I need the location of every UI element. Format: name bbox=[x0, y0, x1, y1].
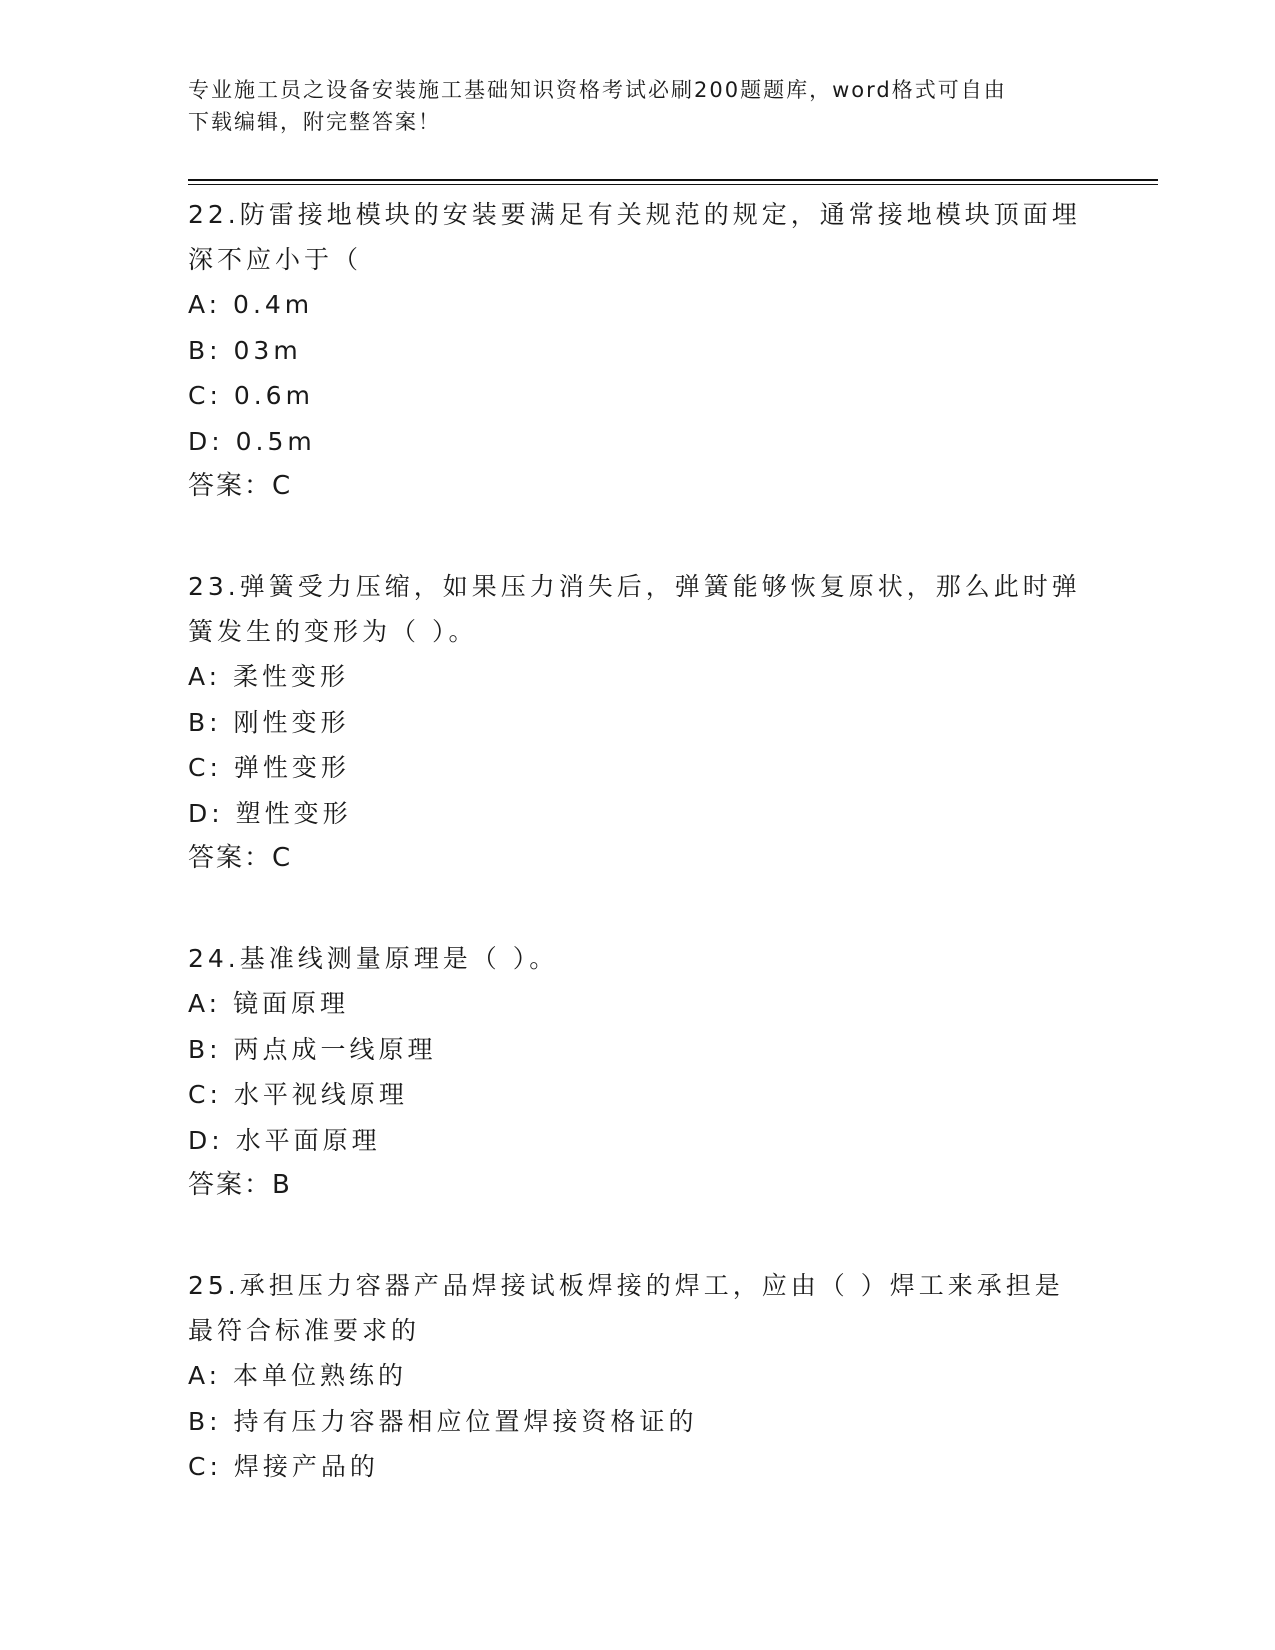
option-b: B: 03m bbox=[188, 335, 302, 365]
option-c: C: 焊接产品的 bbox=[188, 1452, 379, 1481]
question-stem-line: 25.承担压力容器产品焊接试板焊接的焊工，应由（ ）焊工来承担是 bbox=[188, 1271, 1064, 1300]
option-b: B: 持有压力容器相应位置焊接资格证的 bbox=[188, 1406, 698, 1436]
question-stem-line: 24.基准线测量原理是（ ）。 bbox=[188, 944, 559, 973]
question-stem bbox=[188, 192, 1088, 282]
option-b: B: 两点成一线原理 bbox=[188, 1034, 437, 1064]
option-d: D: 塑性变形 bbox=[188, 798, 352, 828]
question-23 bbox=[188, 564, 1088, 881]
question-stem-line: 23.弹簧受力压缩，如果压力消失后，弹簧能够恢复原状，那么此时弹 bbox=[188, 572, 1081, 601]
header-line-2: 下载编辑，附完整答案！ bbox=[188, 110, 441, 134]
option-a: A: 柔性变形 bbox=[188, 662, 350, 691]
option-c: C: 弹性变形 bbox=[188, 753, 350, 782]
option-d: D: 0.5m bbox=[188, 426, 316, 456]
question-24 bbox=[188, 936, 1088, 1208]
header-divider-thick bbox=[188, 179, 1158, 181]
question-25 bbox=[188, 1263, 1088, 1490]
answer-line: 答案：C bbox=[188, 471, 293, 501]
question-stem-line: 簧发生的变形为（ ）。 bbox=[188, 617, 478, 646]
question-stem bbox=[188, 564, 1088, 654]
question-list bbox=[188, 192, 1088, 1545]
option-a: A: 镜面原理 bbox=[188, 989, 350, 1018]
option-c: C: 0.6m bbox=[188, 381, 314, 410]
option-a: A: 本单位熟练的 bbox=[188, 1361, 408, 1390]
option-b: B: 刚性变形 bbox=[188, 707, 350, 737]
answer-line: 答案：B bbox=[188, 1170, 292, 1200]
question-22 bbox=[188, 192, 1088, 509]
option-a: A: 0.4m bbox=[188, 290, 314, 319]
question-stem bbox=[188, 936, 1088, 981]
option-d: D: 水平面原理 bbox=[188, 1125, 381, 1155]
question-stem bbox=[188, 1263, 1088, 1353]
question-stem-line: 最符合标准要求的 bbox=[188, 1316, 421, 1345]
document-header bbox=[188, 74, 1088, 138]
header-divider-thin bbox=[188, 184, 1158, 185]
question-stem-line: 22.防雷接地模块的安装要满足有关规范的规定，通常接地模块顶面埋 bbox=[188, 200, 1081, 229]
answer-line: 答案：C bbox=[188, 843, 293, 873]
header-line-1: 专业施工员之设备安装施工基础知识资格考试必刷200题题库，word格式可自由 bbox=[188, 78, 1007, 102]
question-stem-line: 深不应小于（ bbox=[188, 245, 363, 274]
option-c: C: 水平视线原理 bbox=[188, 1080, 408, 1109]
